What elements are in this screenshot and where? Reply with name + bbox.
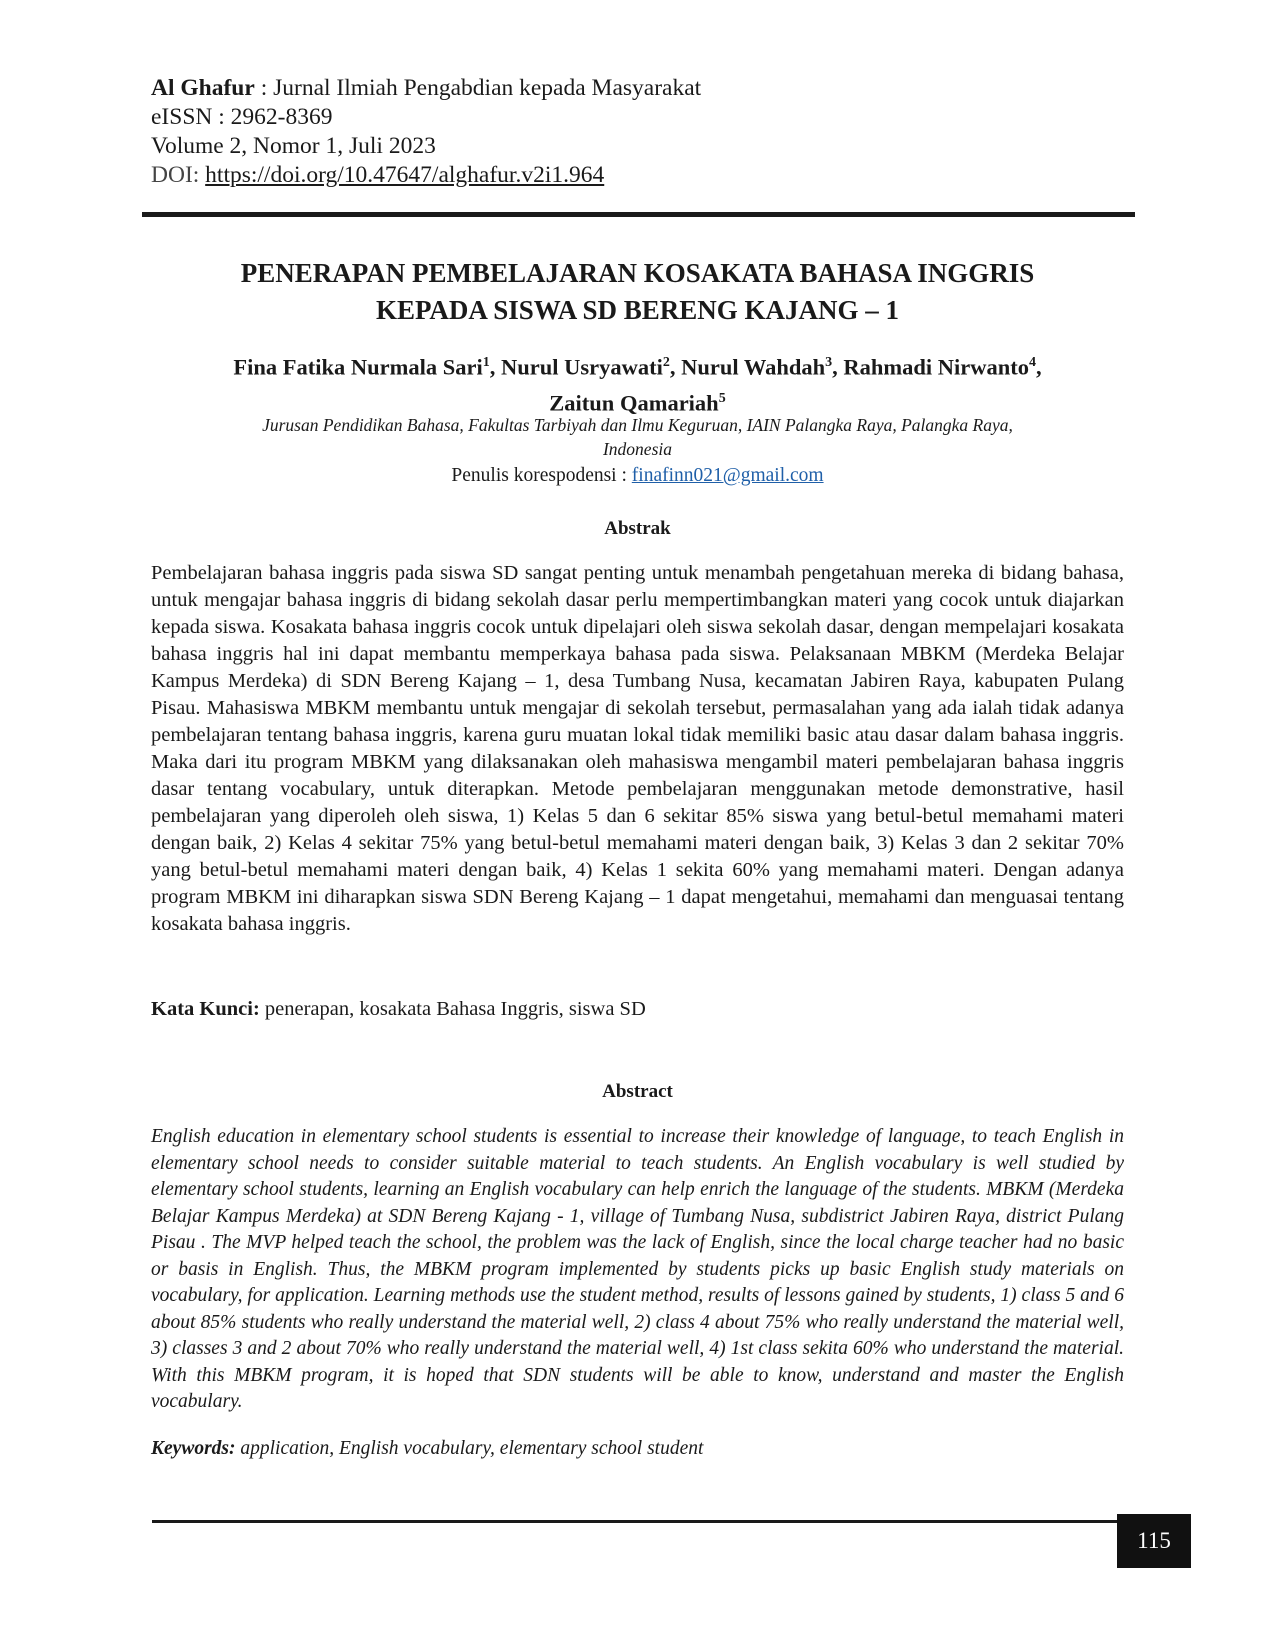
doi-link[interactable]: https://doi.org/10.47647/alghafur.v2i1.964 <box>205 162 605 188</box>
journal-title-line <box>151 74 1051 103</box>
author-separator: , <box>489 354 501 380</box>
abstract-heading: Abstract <box>602 1081 673 1102</box>
author-name: Nurul Wahdah <box>681 354 826 380</box>
page-number: 115 <box>1117 1514 1191 1568</box>
author-name: Zaitun Qamariah <box>549 390 719 415</box>
kata-kunci-values: penerapan, kosakata Bahasa Inggris, siswa SD <box>259 998 646 1020</box>
eissn: eISSN : 2962-8369 <box>151 104 333 130</box>
doi-line <box>151 161 1051 190</box>
title-line-2: KEPADA SISWA SD BERENG KAJANG – 1 <box>375 295 900 325</box>
corresponding-author <box>140 463 1135 489</box>
keywords-values: application, English vocabulary, elementary school student <box>235 1438 704 1459</box>
keywords-label: Keywords: <box>151 1438 236 1459</box>
author-separator: , <box>669 354 682 380</box>
abstract-body: English education in elementary school students is essential to increase their knowledge of language, to teach English in elementary school needs to consider suitable material to teach students. An English vocabulary is well studied by elementary school students, learning an English vocabulary can help enrich the language of the students. MBKM (Merdeka Belajar Kampus Merdeka) at SDN Bereng Kajang - 1, village of Tumbang Nusa, subdistrict Jabiren Raya, district Pulang Pisau . The MVP helped teach the school, the problem was the lack of English, since the local charge teacher had no basic or basis in English. Thus, the MBKM program implemented by students picks up basic English study materials on vocabulary, for application. Learning methods use the student method, results of lessons gained by students, 1) class 5 and 6 about 85% students who really understand the material well, 2) class 4 about 75% who really understand the material well, 3) classes 3 and 2 about 70% who really understand the material well, 4) 1st class sekita 60% who understand the material. With this MBKM program, it is hoped that SDN students will be able to know, understand and master the English vocabulary. <box>151 1126 1124 1412</box>
affiliation-line-2: Indonesia <box>602 439 673 459</box>
title-line-1: PENERAPAN PEMBELAJARAN KOSAKATA BAHASA INGGRIS <box>240 258 1035 288</box>
journal-header <box>151 74 1051 190</box>
keywords <box>151 1435 1124 1462</box>
article-title <box>140 255 1135 329</box>
journal-name: Al Ghafur <box>151 75 255 101</box>
abstrak-body: Pembelajaran bahasa inggris pada siswa SD sangat penting untuk menambah pengetahuan mereka di bidang bahasa, untuk mengajar bahasa inggris di bidang sekolah dasar perlu mempertimbangkan materi yang cocok untuk diajarkan kepada siswa. Kosakata bahasa inggris cocok untuk dipelajari oleh siswa sekolah dasar, dengan mempelajari kosakata bahasa inggris hal ini dapat membantu memperkaya bahasa pada siswa. Pelaksanaan MBKM (Merdeka Belajar Kampus Merdeka) di SDN Bereng Kajang – 1, desa Tumbang Nusa, kecamatan Jabiren Raya, kabupaten Pulang Pisau. Mahasiswa MBKM membantu untuk mengajar di sekolah tersebut, permasalahan yang ada ialah tidak adanya pembelajaran tentang bahasa inggris, karena guru muatan lokal tidak memiliki basic atau dasar dalam bahasa inggris. Maka dari itu program MBKM yang dilaksanakan oleh mahasiswa mengambil materi pembelajaran bahasa inggris dasar tentang vocabulary, untuk diterapkan. Metode pembelajaran menggunakan metode demonstrative, hasil pembelajaran yang diperoleh oleh siswa, 1) Kelas 5 dan 6 sekitar 85% siswa yang betul-betul memahami materi dengan baik, 2) Kelas 4 sekitar 75% yang betul-betul memahami materi dengan baik, 3) Kelas 3 dan 2 sekitar 70% yang betul-betul memahami materi dengan baik, 4) Kelas 1 sekita 60% yang memahami materi. Dengan adanya program MBKM ini diharapkan siswa SDN Bereng Kajang – 1 dapat mengetahui, memahami dan menguasai tentang kosakata bahasa inggris. <box>151 562 1124 935</box>
footer-divider <box>152 1520 1117 1523</box>
author-name: Rahmadi Nirwanto <box>843 354 1030 380</box>
volume-info: Volume 2, Nomor 1, Juli 2023 <box>151 133 436 159</box>
doi-label: DOI: <box>151 162 206 188</box>
author-affiliation-number: 3 <box>825 355 833 370</box>
author-name: Nurul Usryawati <box>500 354 663 380</box>
author-affiliation-number: 5 <box>718 390 726 406</box>
affiliation <box>160 413 1115 461</box>
author-list <box>140 347 1135 418</box>
author-name: Fina Fatika Nurmala Sari <box>233 354 483 380</box>
kata-kunci-label: Kata Kunci: <box>151 998 260 1020</box>
author-affiliation-number: 1 <box>482 355 490 370</box>
author-separator: , <box>832 354 844 380</box>
author-affiliation-number: 4 <box>1029 355 1037 370</box>
author-affiliation-number: 2 <box>662 355 670 370</box>
abstrak-heading: Abstrak <box>604 518 671 539</box>
author-separator: , <box>1036 354 1042 380</box>
journal-subtitle: : Jurnal Ilmiah Pengabdian kepada Masyarakat <box>254 75 702 101</box>
kata-kunci <box>151 996 1124 1023</box>
affiliation-line-1: Jurusan Pendidikan Bahasa, Fakultas Tarbiyah dan Ilmu Keguruan, IAIN Palangka Raya, Palangka Raya, <box>262 415 1013 435</box>
header-divider <box>142 212 1135 217</box>
email-link[interactable]: finafinn021@gmail.com <box>631 465 824 486</box>
correspondence-label: Penulis korespodensi : <box>451 465 632 486</box>
